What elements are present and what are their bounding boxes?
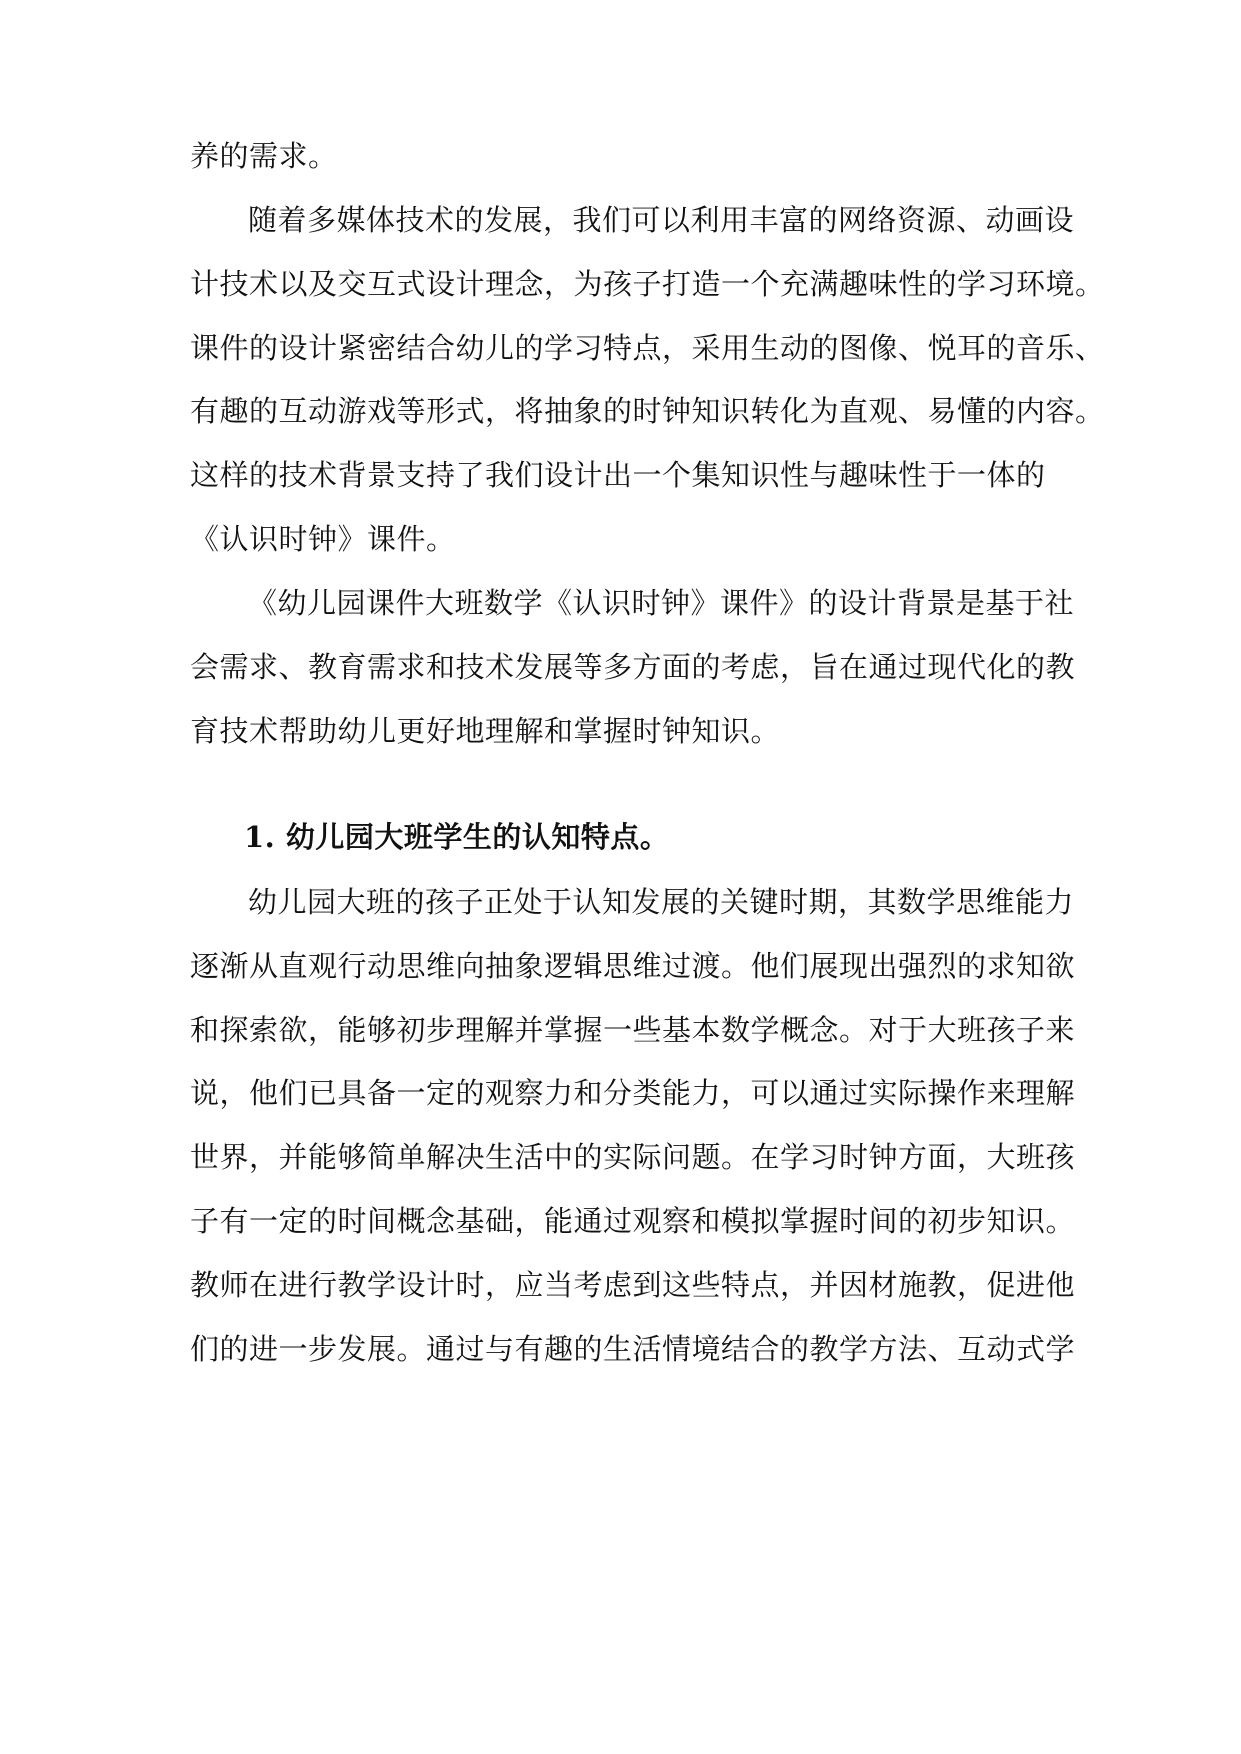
text-line: 随着多媒体技术的发展，我们可以利用丰富的网络资源、动画设 [248,203,1075,237]
text-line: 子有一定的时间概念基础，能通过观察和模拟掌握时间的初步知识。 [190,1204,1076,1238]
text-line: 说，他们已具备一定的观察力和分类能力，可以通过实际操作来理解 [190,1076,1076,1110]
text-line: 这样的技术背景支持了我们设计出一个集知识性与趣味性于一体的 [190,458,1046,492]
text-line: 教师在进行教学设计时，应当考虑到这些特点，并因材施教，促进他 [190,1268,1076,1302]
text-line: 和探索欲，能够初步理解并掌握一些基本数学概念。对于大班孩子来 [190,1013,1076,1047]
text-line: 们的进一步发展。通过与有趣的生活情境结合的教学方法、互动式学 [190,1332,1076,1366]
text-line: 世界，并能够简单解决生活中的实际问题。在学习时钟方面，大班孩 [190,1140,1076,1174]
text-line: 育技术帮助幼儿更好地理解和掌握时钟知识。 [190,714,781,748]
text-line: 课件的设计紧密结合幼儿的学习特点，采用生动的图像、悦耳的音乐、 [190,331,1105,365]
text-line: 《幼儿园课件大班数学《认识时钟》课件》的设计背景是基于社 [248,586,1075,620]
text-line: 幼儿园大班的孩子正处于认知发展的关键时期，其数学思维能力 [248,885,1075,919]
text-line: 计技术以及交互式设计理念，为孩子打造一个充满趣味性的学习环境。 [190,267,1105,301]
text-line: 逐渐从直观行动思维向抽象逻辑思维过渡。他们展现出强烈的求知欲 [190,949,1076,983]
section-heading: 1. 幼儿园大班学生的认知特点。 [244,820,670,854]
text-line: 养的需求。 [190,139,338,173]
text-line: 有趣的互动游戏等形式，将抽象的时钟知识转化为直观、易懂的内容。 [190,394,1105,428]
text-line: 会需求、教育需求和技术发展等多方面的考虑，旨在通过现代化的教 [190,650,1076,684]
text-line: 《认识时钟》课件。 [190,522,456,556]
